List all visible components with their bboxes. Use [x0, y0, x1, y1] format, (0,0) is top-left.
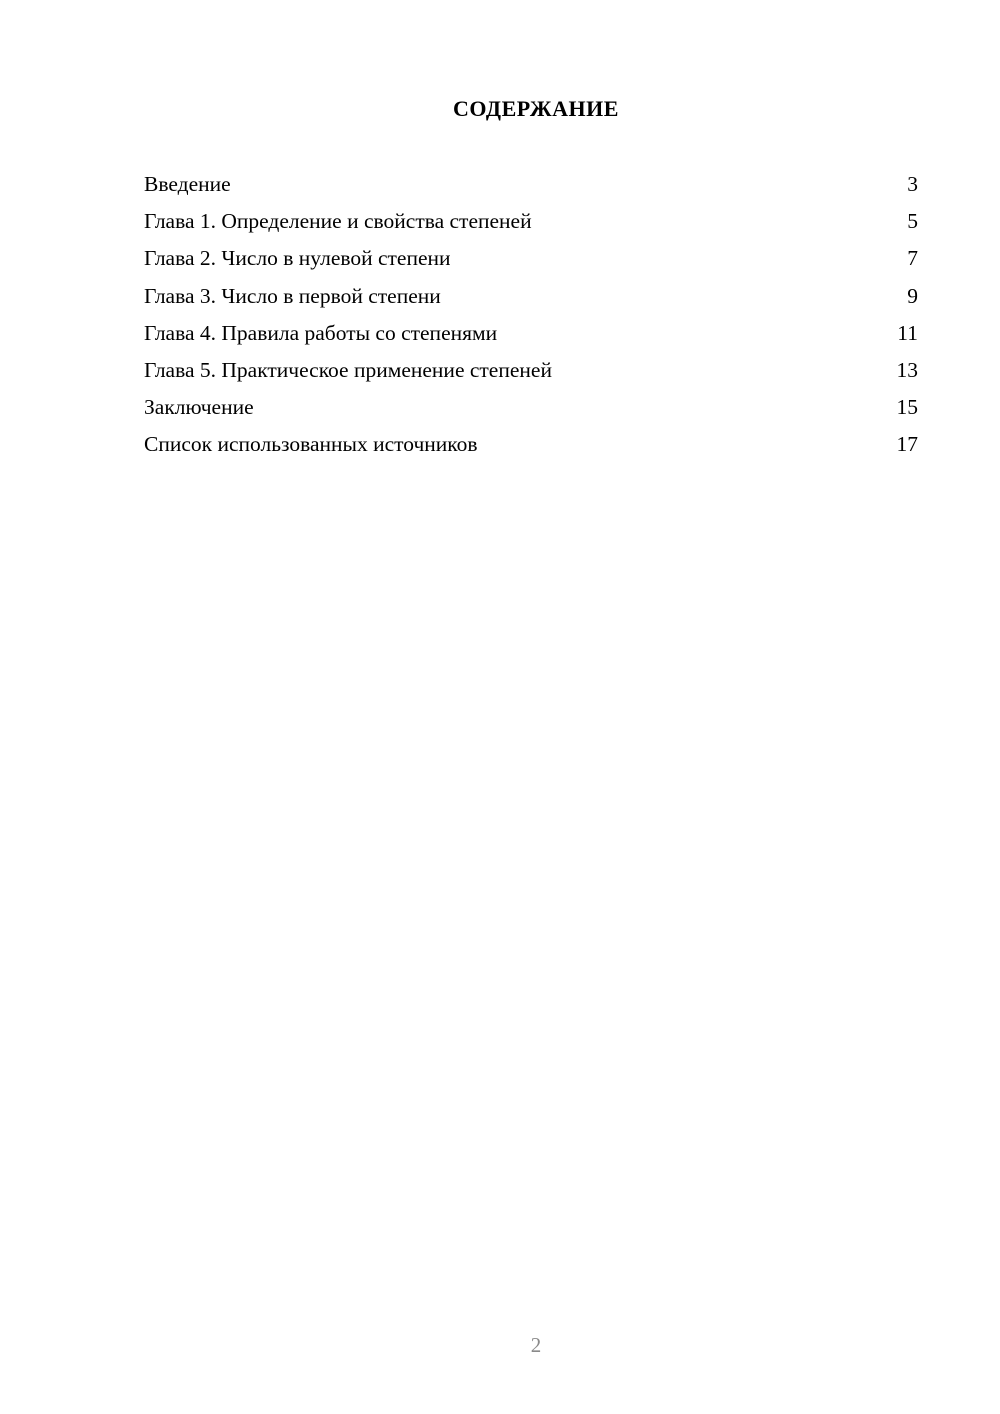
toc-entry-page-number: 13	[896, 357, 918, 382]
toc-entry-page-number: 9	[907, 283, 918, 308]
toc-entry-label: Введение	[144, 172, 231, 196]
toc-entry-chapter-1	[144, 207, 918, 244]
toc-entry-label: Заключение	[144, 395, 254, 420]
toc-entry-introduction	[144, 170, 918, 207]
toc-entry-page-number: 17	[896, 432, 918, 457]
toc-entry-page-number: 5	[907, 209, 918, 234]
toc-entry-chapter-4	[144, 319, 918, 356]
toc-entry-label: Глава 5. Практическое применение степеней	[144, 357, 552, 382]
toc-entry-label: Глава 1. Определение и свойства степеней	[144, 209, 532, 234]
toc-entry-label: Список использованных источников	[144, 432, 478, 457]
toc-entry-chapter-3	[144, 282, 918, 319]
page-number: 2	[530, 1333, 542, 1357]
toc-entry-label: Глава 3. Число в первой степени	[144, 283, 441, 308]
toc-entry-label: Глава 2. Число в нулевой степени	[144, 246, 451, 271]
toc-entry-conclusion	[144, 393, 918, 430]
page-title: СОДЕРЖАНИЕ	[453, 96, 619, 121]
table-of-contents	[144, 170, 918, 468]
toc-entry-references	[144, 430, 918, 467]
toc-entry-page-number: 7	[907, 246, 918, 271]
toc-entry-page-number: 15	[896, 395, 918, 420]
toc-entry-page-number: 11	[897, 320, 918, 345]
toc-entry-chapter-5	[144, 356, 918, 393]
toc-entry-page-number: 3	[907, 172, 918, 196]
toc-entry-label: Глава 4. Правила работы со степенями	[144, 320, 498, 345]
toc-entry-chapter-2	[144, 244, 918, 281]
